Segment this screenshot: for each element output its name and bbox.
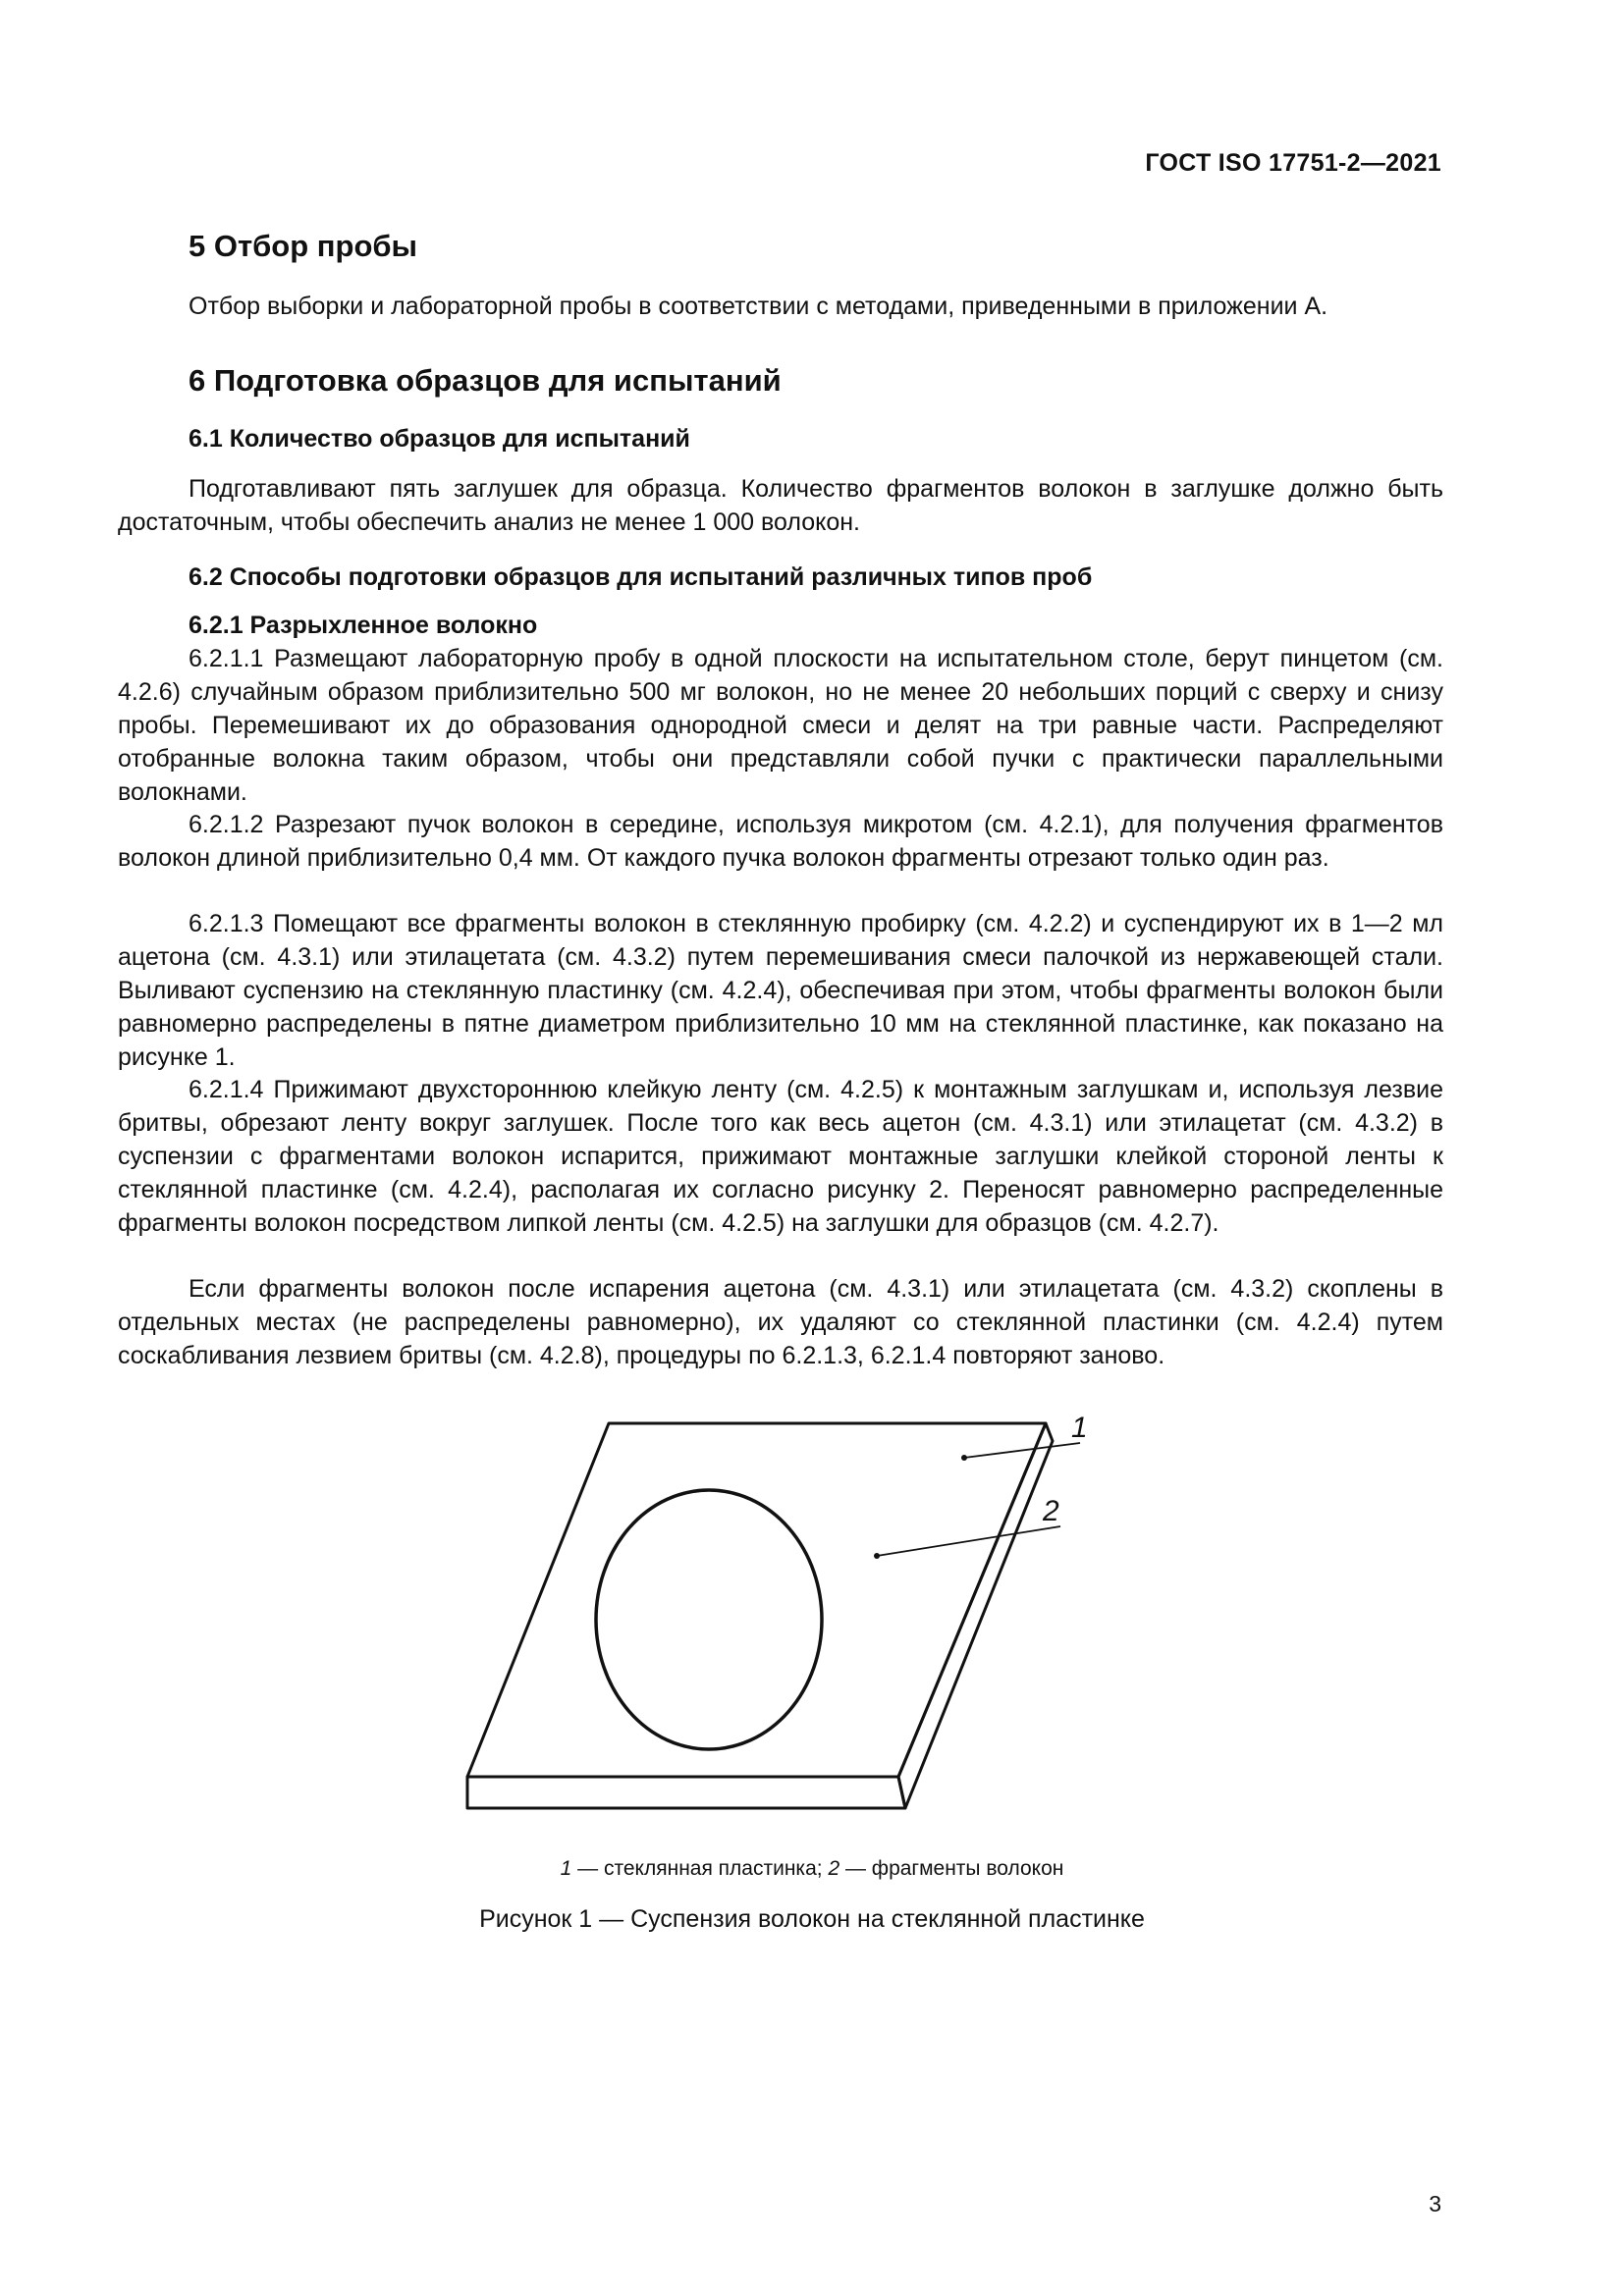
- section-6-2-title: 6.2 Способы подготовки образцов для испытаний различных типов проб: [189, 563, 1093, 591]
- figure-glass-plate: [452, 1414, 1110, 1845]
- paragraph-note: Если фрагменты волокон после испарения ацетона (см. 4.3.1) или этилацетата (см. 4.3.2) скоплены в отдельных местах (не распределены равномерно), их удаляют со стеклянной пластинки (см. 4.2.4) путем соскабливания лезвием бритвы (см. 4.2.8), процедуры по 6.2.1.3, 6.2.1.4 повторяют заново.: [118, 1275, 1443, 1369]
- figure-label-2: 2: [1043, 1495, 1059, 1527]
- figure-caption: Рисунок 1 — Суспензия волокон на стеклянной пластинке: [479, 1905, 1145, 1933]
- plate-right-edge: [898, 1423, 1053, 1808]
- leader-line-2: [877, 1526, 1060, 1556]
- figure-legend: [0, 1857, 1624, 1881]
- section-6-2-1-title: 6.2.1 Разрыхленное волокно: [189, 612, 538, 639]
- plate-front-edge: [467, 1777, 905, 1808]
- paragraph-6-2-1-3: 6.2.1.3 Помещают все фрагменты волокон в стеклянную пробирку (см. 4.2.2) и суспендируют их в 1—2 мл ацетона (см. 4.3.1) или этилацетата (см. 4.3.2) путем перемешивания смеси палочкой из нержавеющей стали. Выливают суспензию на стеклянную пластинку (см. 4.2.4), обеспечивая при этом, чтобы фрагменты волокон были равномерно распределены в пятне диаметром приблизительно 10 мм на стеклянной пластинке, как показано на рисунке 1.: [118, 910, 1443, 1071]
- section-5-text: Отбор выборки и лабораторной пробы в соответствии с методами, приведенными в приложении А.: [189, 293, 1328, 320]
- section-5-title: 5 Отбор пробы: [189, 229, 417, 263]
- figure-label-1: 1: [1071, 1414, 1088, 1444]
- page-header: ГОСТ ISO 17751-2—2021: [1145, 149, 1441, 177]
- leader-point-1: [961, 1455, 967, 1461]
- section-6-1-title: 6.1 Количество образцов для испытаний: [189, 425, 690, 453]
- plate-top-face: [467, 1423, 1046, 1777]
- section-6-1-text: Подготавливают пять заглушек для образца. Количество фрагментов волокон в заглушке должно быть достаточным, чтобы обеспечить анализ не менее 1 000 волокон.: [118, 475, 1443, 536]
- legend-text-2: — фрагменты волокон: [839, 1857, 1064, 1880]
- paragraph-6-2-1-4: 6.2.1.4 Прижимают двухстороннюю клейкую ленту (см. 4.2.5) к монтажным заглушкам и, используя лезвие бритвы, обрезают ленту вокруг заглушек. После того как весь ацетон (см. 4.3.1) или этилацетат (см. 4.3.2) в суспензии с фрагментами волокон испарится, прижимают монтажные заглушки клейкой стороной ленты к стеклянной пластинке (см. 4.2.4), располагая их согласно рисунку 2. Переносят равномерно распределенные фрагменты волокон посредством липкой ленты (см. 4.2.5) на заглушки для образцов (см. 4.2.7).: [118, 1076, 1443, 1237]
- fiber-spot: [596, 1490, 822, 1749]
- paragraph-6-2-1-2: 6.2.1.2 Разрезают пучок волокон в середине, используя микротом (см. 4.2.1), для получения фрагментов волокон длиной приблизительно 0,4 мм. От каждого пучка волокон фрагменты отрезают только один раз.: [118, 811, 1443, 872]
- page-number: 3: [1429, 2191, 1441, 2216]
- leader-line-1: [964, 1443, 1080, 1458]
- legend-text-1: — стеклянная пластинка;: [571, 1857, 829, 1880]
- paragraph-6-2-1-1: 6.2.1.1 Размещают лабораторную пробу в одной плоскости на испытательном столе, берут пинцетом (см. 4.2.6) случайным образом приблизительно 500 мг волокон, но не менее 20 небольших порций с сверху и снизу пробы. Перемешивают их до образования однородной смеси и делят на три равные части. Распределяют отобранные волокна таким образом, чтобы они представляли собой пучки с практически параллельными волокнами.: [118, 645, 1443, 806]
- section-6-title: 6 Подготовка образцов для испытаний: [189, 363, 782, 398]
- legend-number-1: 1: [560, 1857, 572, 1880]
- legend-number-2: 2: [828, 1857, 840, 1880]
- leader-point-2: [874, 1553, 880, 1559]
